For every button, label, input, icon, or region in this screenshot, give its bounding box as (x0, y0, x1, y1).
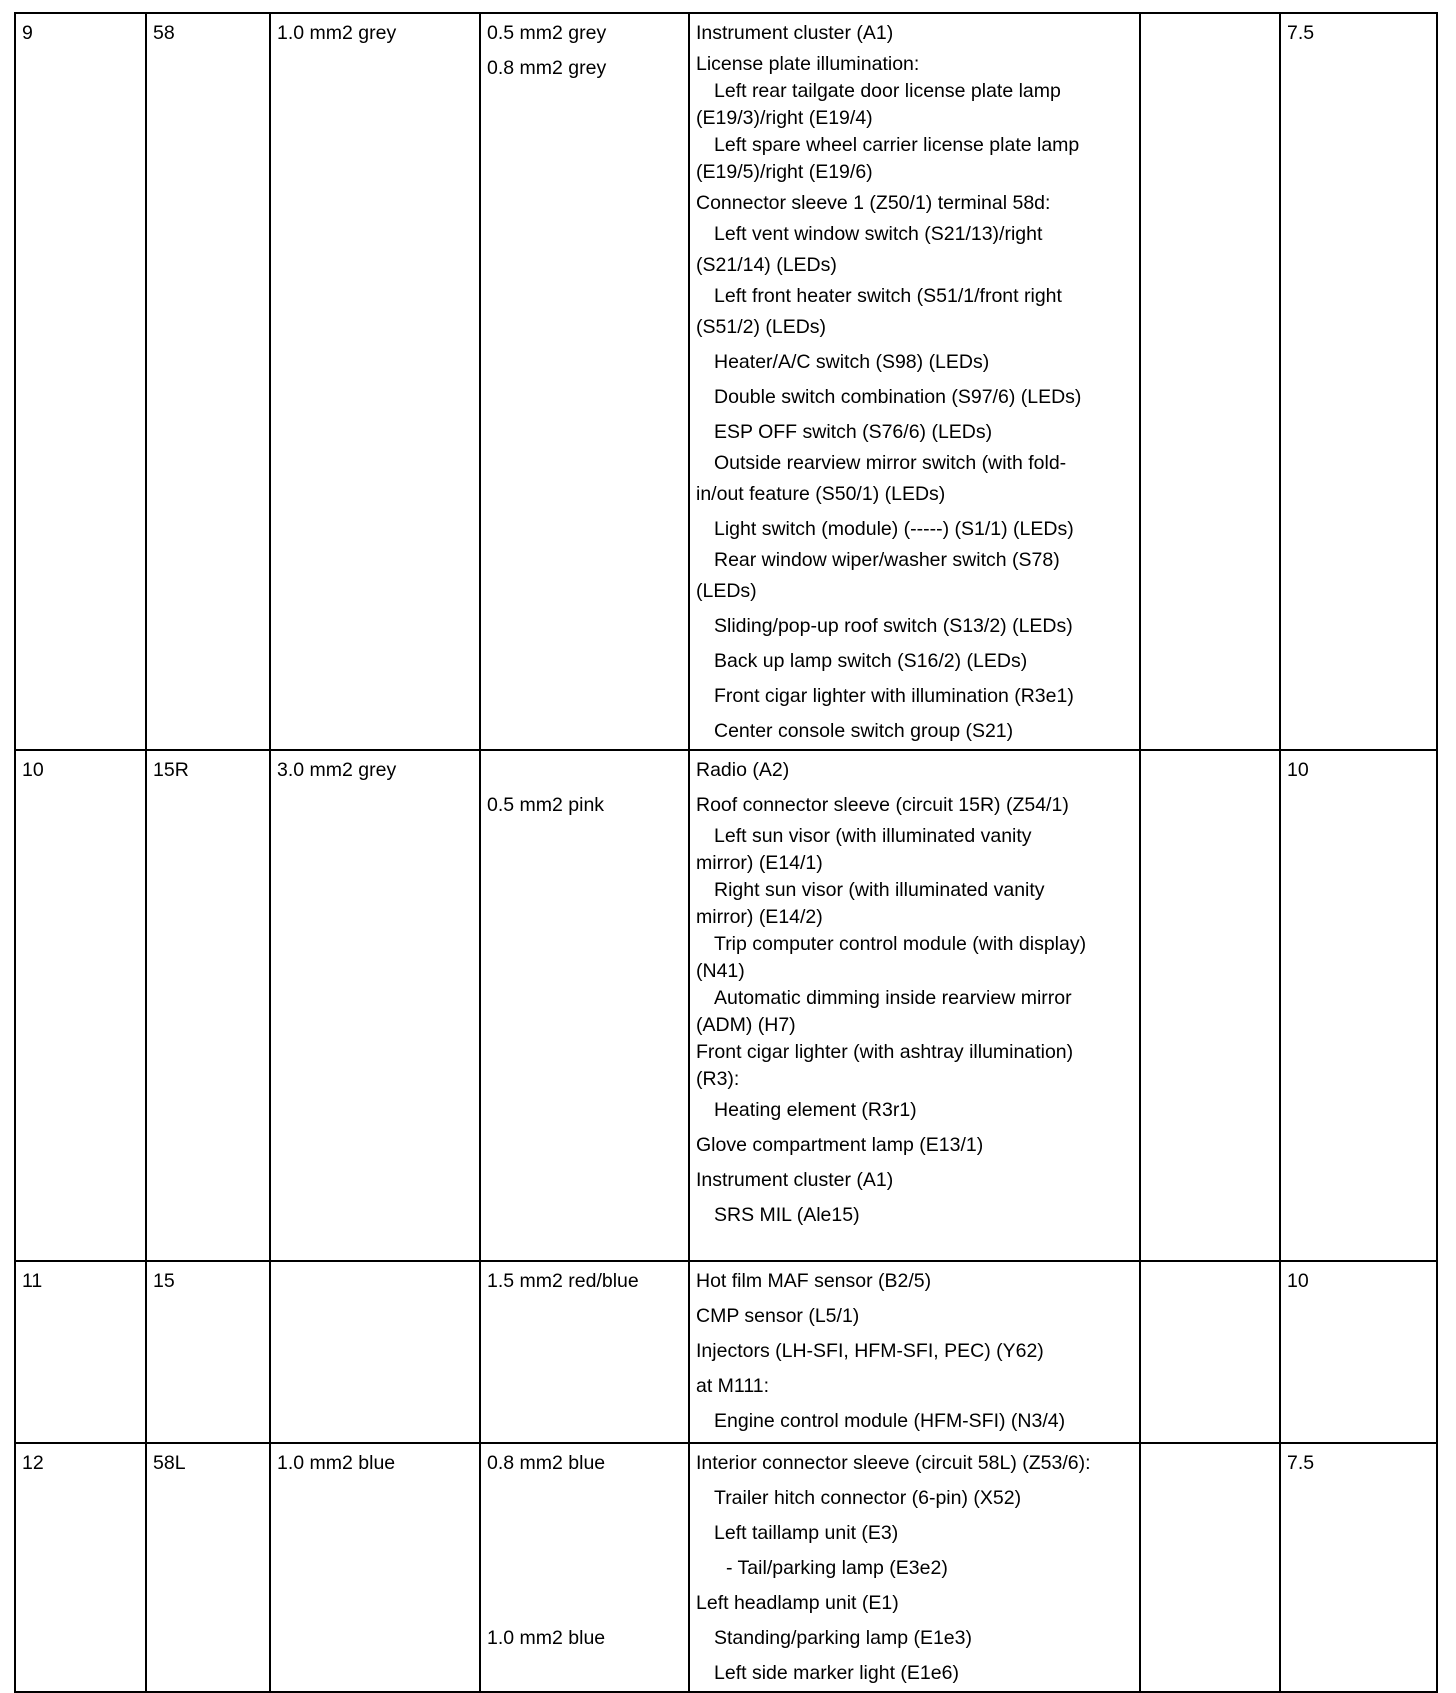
fuse-number: 10 (15, 750, 146, 1261)
extra-column (1140, 750, 1280, 1261)
extra-column (1140, 13, 1280, 750)
wire-size-output: 0.8 mm2 blue 1.0 mm2 blue (480, 1443, 689, 1692)
fuse-amperage: 7.5 (1280, 1443, 1437, 1692)
consumer-description: Hot film MAF sensor (B2/5) CMP sensor (L5/1) Injectors (LH-SFI, HFM-SFI, PEC) (Y62) at M111: Engine control module (HFM-SFI) (N3/4) (689, 1261, 1140, 1443)
wire-size-output: 1.5 mm2 red/blue (480, 1261, 689, 1443)
extra-column (1140, 1443, 1280, 1692)
fuse-assignment-table (14, 12, 1438, 1693)
consumer-description: Instrument cluster (A1) License plate illumination: Left rear tailgate door license plate lamp (E19/3)/right (E19/4) Left spare wheel carrier license plate lamp (E19/5)/right (E19/6) Connector sleeve 1 (Z50/1) terminal 58d: Left vent window switch (S21/13)/right (S21/14) (LEDs) Left front heater switch (S51/1/front right (S51/2) (LEDs) Heater/A/C switch (S98) (LEDs) Double switch combination (S97/6) (LEDs) ESP OFF switch (S76/6) (LEDs) Outside rearview mirror switch (with fold- in/out feature (S50/1) (LEDs) Light switch (module) (-----) (S1/1) (LEDs) Rear window wiper/washer switch (S78) (LEDs) Sliding/pop-up roof switch (S13/2) (LEDs) Back up lamp switch (S16/2) (LEDs) Front cigar lighter with illumination (R3e1) Center console switch group (S21) (689, 13, 1140, 750)
terminal: 58L (146, 1443, 270, 1692)
fuse-number: 12 (15, 1443, 146, 1692)
wire-size-input (270, 1261, 480, 1443)
terminal: 58 (146, 13, 270, 750)
table-row (15, 13, 1437, 750)
fuse-number: 11 (15, 1261, 146, 1443)
fuse-number: 9 (15, 13, 146, 750)
extra-column (1140, 1261, 1280, 1443)
consumer-description: Interior connector sleeve (circuit 58L) (Z53/6): Trailer hitch connector (6-pin) (X52) Left taillamp unit (E3) - Tail/parking lamp (E3e2) Left headlamp unit (E1) Standing/parking lamp (E1e3) Left side marker light (E1e6) (689, 1443, 1140, 1692)
wire-size-input: 3.0 mm2 grey (270, 750, 480, 1261)
fuse-amperage: 7.5 (1280, 13, 1437, 750)
wire-size-input: 1.0 mm2 grey (270, 13, 480, 750)
terminal: 15 (146, 1261, 270, 1443)
table-row (15, 750, 1437, 1261)
table-row (15, 1443, 1437, 1692)
wire-size-output: 0.5 mm2 grey 0.8 mm2 grey (480, 13, 689, 750)
wire-size-input: 1.0 mm2 blue (270, 1443, 480, 1692)
wire-size-output: 0.5 mm2 pink (480, 750, 689, 1261)
fuse-amperage: 10 (1280, 750, 1437, 1261)
consumer-description: Radio (A2) Roof connector sleeve (circuit 15R) (Z54/1) Left sun visor (with illuminated vanity mirror) (E14/1) Right sun visor (with illuminated vanity mirror) (E14/2) Trip computer control module (with display) (N41) Automatic dimming inside rearview mirror (ADM) (H7) Front cigar lighter (with ashtray illumination) (R3): Heating element (R3r1) Glove compartment lamp (E13/1) Instrument cluster (A1) SRS MIL (Ale15) (689, 750, 1140, 1261)
fuse-amperage: 10 (1280, 1261, 1437, 1443)
terminal: 15R (146, 750, 270, 1261)
table-row (15, 1261, 1437, 1443)
